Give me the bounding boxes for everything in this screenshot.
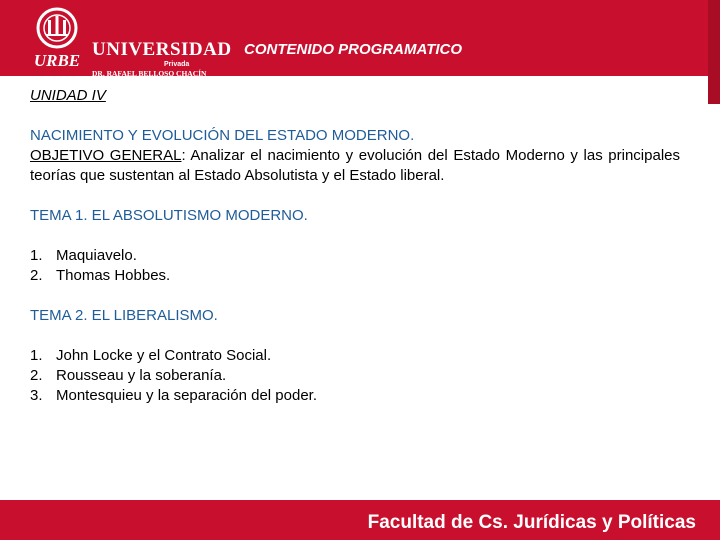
logo-text-founder: DR. RAFAEL BELLOSO CHACÍN (92, 69, 207, 78)
university-logo (26, 6, 232, 78)
list-item-text: Montesquieu y la separación del poder. (56, 387, 318, 404)
document-body (30, 86, 680, 426)
topic-2-title: TEMA 2. EL LIBERALISMO. (30, 307, 218, 324)
faculty-name: Facultad de Cs. Jurídicas y Políticas (367, 512, 696, 533)
list-item-text: Maquiavelo. (56, 247, 137, 264)
topic-1-title: TEMA 1. EL ABSOLUTISMO MODERNO. (30, 207, 308, 224)
topic-2-list (30, 346, 680, 406)
list-item-number: 2. (30, 267, 43, 284)
university-seal-icon (26, 6, 88, 72)
objective-paragraph (30, 146, 680, 186)
objective-label: OBJETIVO GENERAL (30, 147, 182, 164)
logo-text-privada: Privada (164, 61, 190, 68)
page-title: CONTENIDO PROGRAMATICO (244, 41, 463, 58)
list-item-number: 3. (30, 387, 43, 404)
right-accent-strip (708, 0, 720, 104)
list-item (30, 366, 680, 386)
header-banner (0, 0, 720, 76)
logo-text-universidad: UNIVERSIDAD (92, 39, 232, 60)
list-item-number: 1. (30, 247, 43, 264)
list-item-number: 1. (30, 347, 43, 364)
list-item-number: 2. (30, 367, 43, 384)
topic-1-list (30, 246, 680, 286)
list-item (30, 346, 680, 366)
footer-banner (0, 500, 720, 540)
list-item (30, 246, 680, 266)
unit-heading: NACIMIENTO Y EVOLUCIÓN DEL ESTADO MODERNO. (30, 127, 415, 144)
objective-text: : Analizar el nacimiento y evolución del Estado Moderno y las principales teorías que sustentan al Estado Absolutista y el Estado liberal. (30, 147, 681, 184)
list-item-text: Thomas Hobbes. (56, 267, 171, 284)
unit-label: UNIDAD IV (30, 87, 106, 104)
list-item (30, 266, 680, 286)
list-item-text: John Locke y el Contrato Social. (56, 347, 272, 364)
objective-block (30, 126, 680, 186)
list-item (30, 386, 680, 406)
list-item-text: Rousseau y la soberanía. (56, 367, 227, 384)
logo-monogram: URBE (33, 51, 81, 70)
